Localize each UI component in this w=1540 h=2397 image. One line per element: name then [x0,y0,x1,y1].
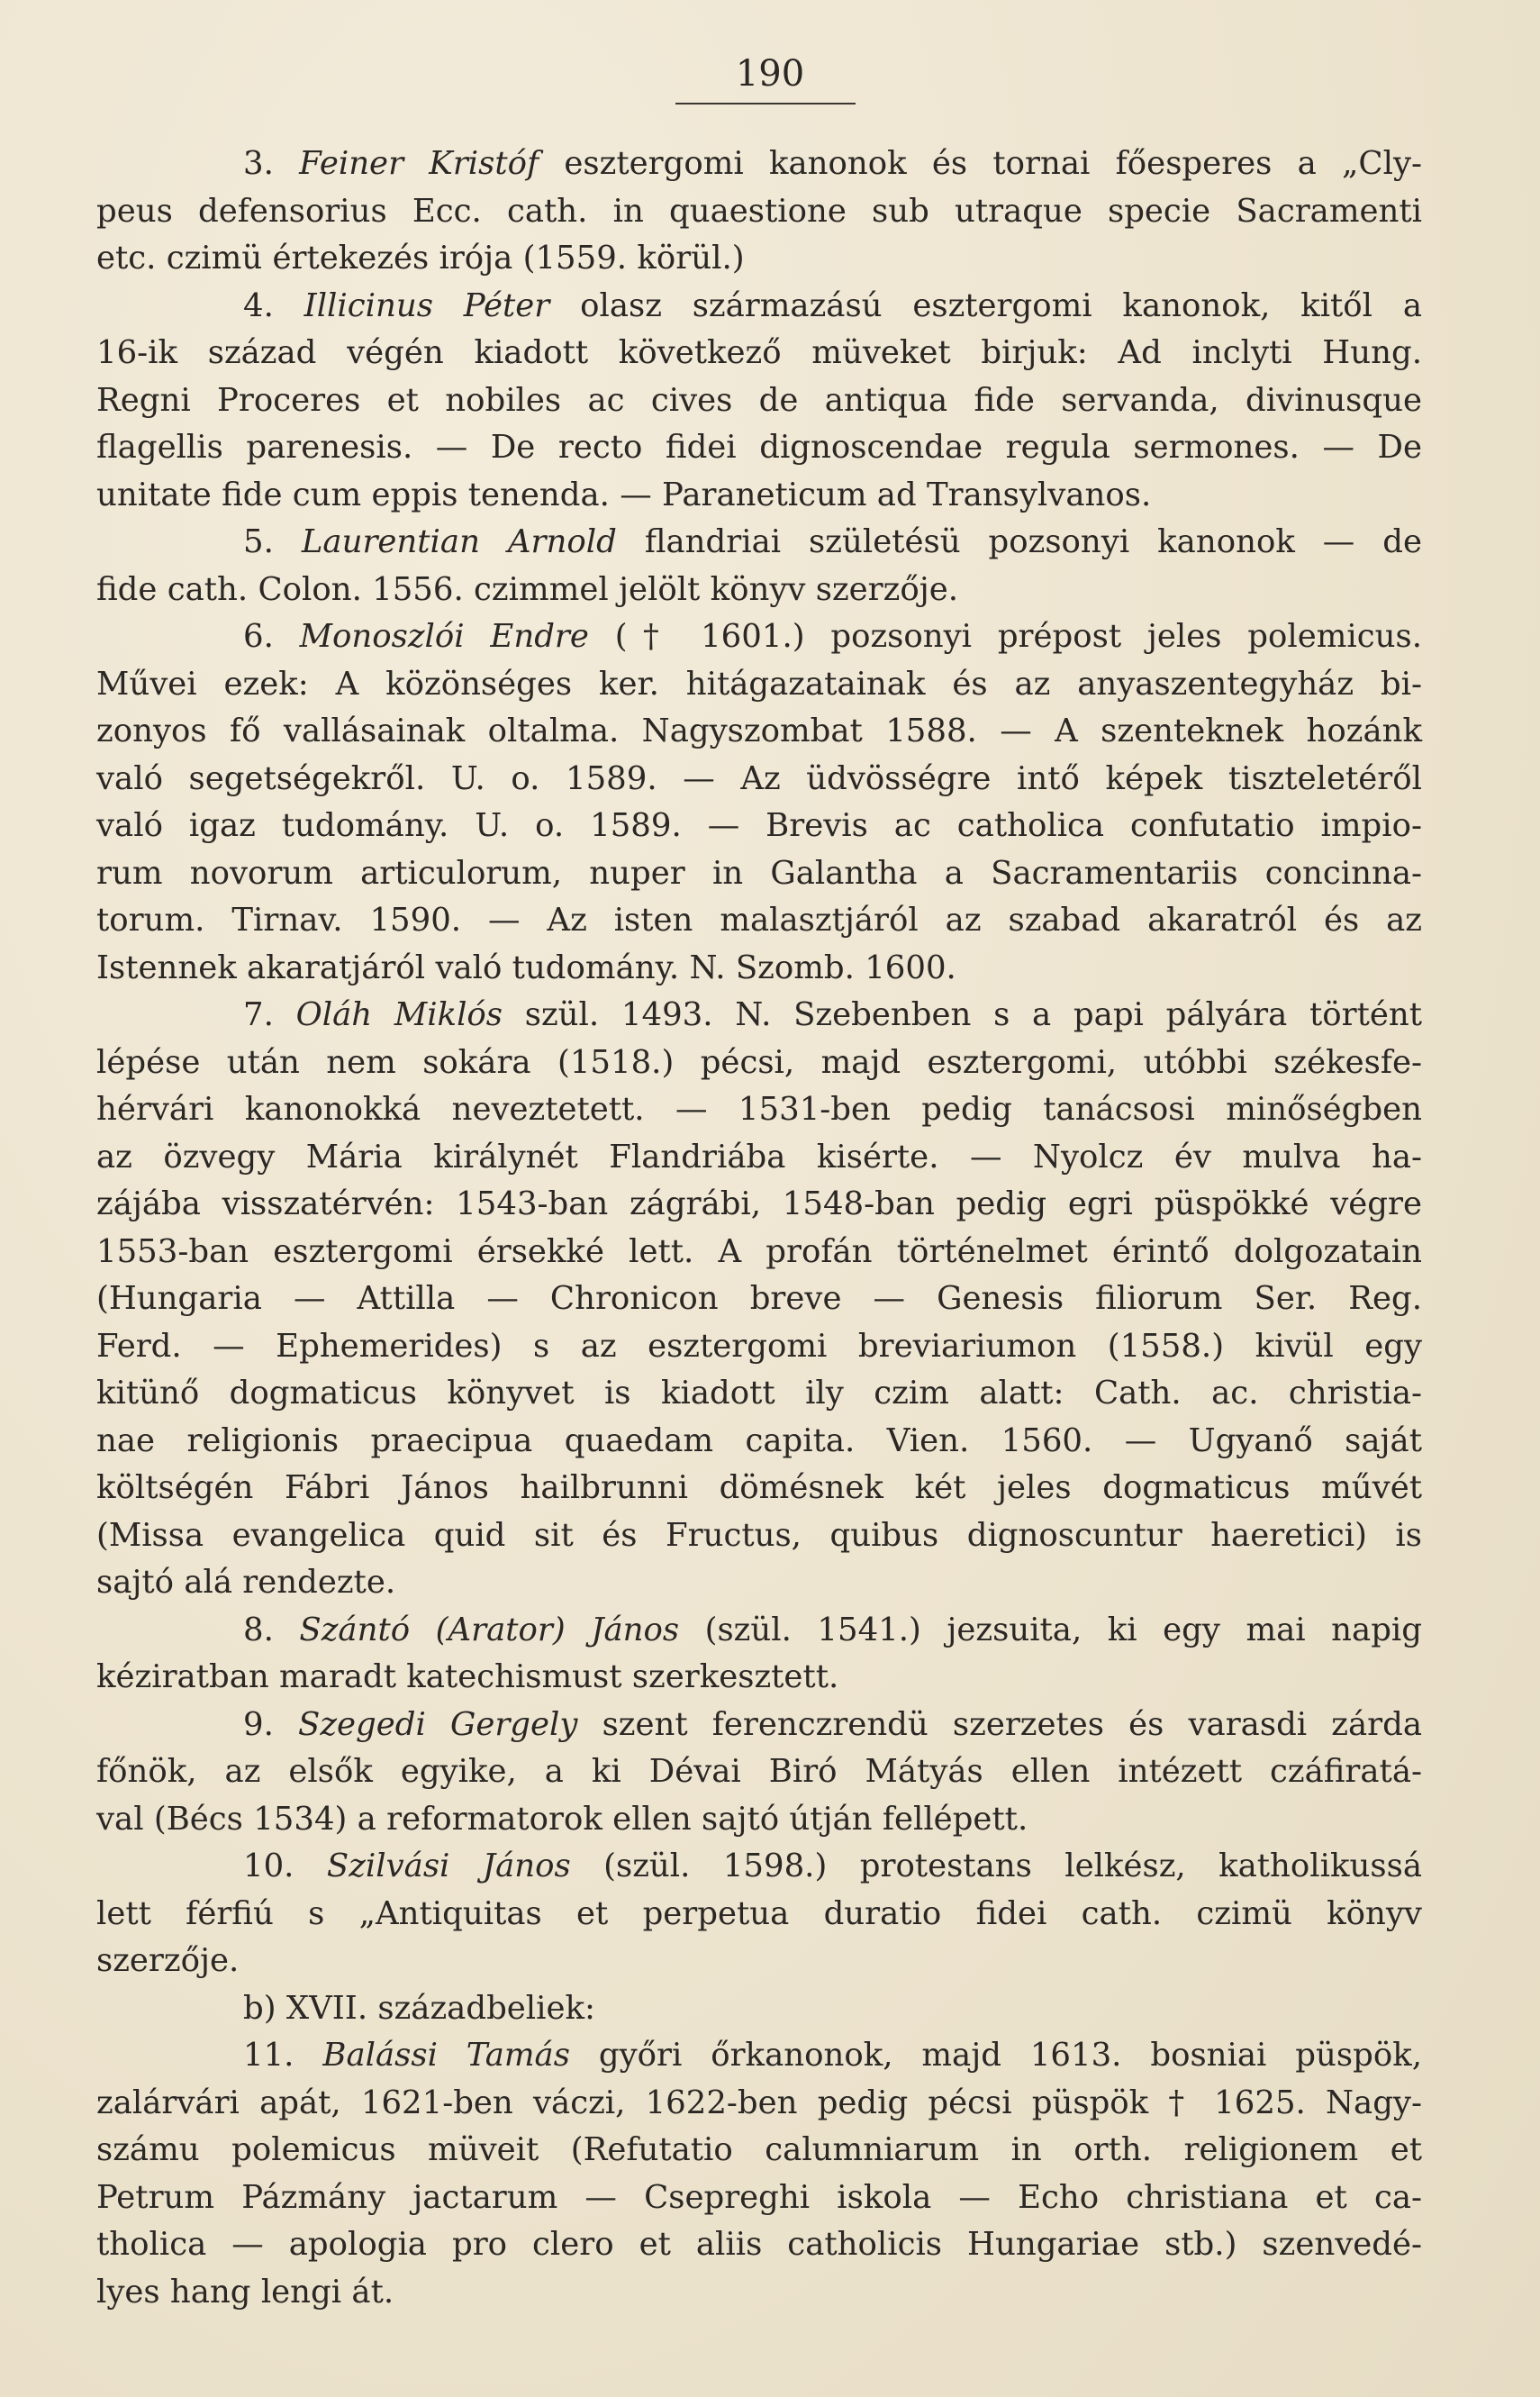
text-line [96,945,1422,993]
text-line [96,1702,1422,1749]
text-line [96,1323,1422,1371]
text-line [96,661,1422,709]
line-text: nae religionis praecipua quaedam capita. Vien. 1560. — Ugyanő saját [96,1421,1422,1459]
line-text: 1553-ban esztergomi érsekké lett. A profán történelmet érintő dolgozatain [96,1232,1422,1270]
text-line [96,519,1422,567]
text-line [96,472,1422,520]
line-text: (Hungaria — Attilla — Chronicon breve — Genesis filiorum Ser. Reg. [96,1280,1422,1317]
text-line [96,1370,1422,1418]
text-line [96,235,1422,283]
line-text-rest: flandriai születésü pozsonyi kanonok — de [616,523,1422,560]
text-line [96,1748,1422,1796]
line-text: lett férfiú s „Antiquitas et perpetua duratio fidei cath. czimü könyv [96,1894,1422,1932]
line-text: Művei ezek: A közönséges ker. hitágazatainak és az anyaszentegyház bi- [96,665,1422,703]
line-text: zonyos fő vallásainak oltalma. Nagyszombat 1588. — A szenteknek hozánk [96,713,1422,749]
author-name: Szántó (Arator) János [299,1611,680,1648]
text-line [96,2080,1422,2128]
text-line [96,1985,1422,2033]
line-text: zájába visszatérvén: 1543-ban zágrábi, 1548-ban pedig egri püspökké végre [96,1185,1422,1222]
line-text: számu polemicus müveit (Refutatio calumniarum in orth. religionem et [96,2131,1422,2168]
author-name: Oláh Miklós [295,996,503,1033]
text-line [96,2221,1422,2269]
text-line [96,1276,1422,1323]
text-line [96,1654,1422,1702]
line-text-rest: († 1601.) pozsonyi prépost jeles polemicus. [588,618,1422,655]
text-line [96,1938,1422,1985]
line-text: szerzője. [96,1942,240,1979]
line-text: Ferd. — Ephemerides) s az esztergomi breviariumon (1558.) kivül egy [96,1327,1422,1365]
author-name: Laurentian Arnold [301,523,617,560]
line-text: val (Bécs 1534) a reformatorok ellen sajtó útján fellépett. [96,1800,1028,1838]
text-line [96,1465,1422,1512]
text-line [96,1559,1422,1607]
text-line [96,850,1422,898]
line-text: Regni Proceres et nobiles ac cives de antiqua fide servanda, divinusque [96,381,1422,419]
text-line [96,1796,1422,1844]
text-line [96,2127,1422,2175]
text-line [96,1512,1422,1560]
text-line [96,708,1422,756]
line-text: Petrum Pázmány jactarum — Csepreghi iskola — Echo christiana et ca- [96,2178,1422,2216]
line-text: 4. [243,286,304,324]
text-line [96,283,1422,331]
text-line [96,897,1422,945]
text-line [96,141,1422,188]
line-text: kéziratban maradt katechismust szerkesztett. [96,1658,839,1695]
text-line [96,2032,1422,2080]
text-line [96,1891,1422,1938]
line-text: 3. [243,145,300,182]
line-text: etc. czimü értekezés irója (1559. körül.) [96,240,745,277]
text-line [96,803,1422,850]
line-text: 5. [243,523,302,560]
author-name: Monoszlói Endre [299,618,589,655]
text-line [96,756,1422,804]
author-name: Balássi Tamás [322,2037,570,2074]
line-text-rest: győri őrkanonok, majd 1613. bosniai püspök, [569,2037,1422,2074]
line-text-rest: esztergomi kanonok és tornai főesperes a „Cly- [539,145,1422,182]
line-text: 16-ik század végén kiadott következő müveket birjuk: Ad inclyti Hung. [96,334,1422,371]
header-rule [675,103,856,104]
author-name: Illicinus Péter [303,286,550,324]
line-text: 8. [243,1611,300,1648]
text-line [96,1181,1422,1229]
line-text: flagellis parenesis. — De recto fidei dignoscendae regula sermones. — De [96,429,1422,466]
text-line [96,567,1422,614]
line-text: lyes hang lengi át. [96,2273,394,2311]
line-text: tholica — apologia pro clero et aliis catholicis Hungariae stb.) szenvedé- [96,2226,1422,2263]
line-text: 10. [243,1848,327,1884]
line-text: b) XVII. századbeliek: [243,1989,595,2027]
text-line [96,1134,1422,1182]
line-text: Istennek akaratjáról való tudomány. N. Szomb. 1600. [96,949,956,986]
line-text: való igaz tudomány. U. o. 1589. — Brevis ac catholica confutatio impio- [96,807,1422,844]
text-line [96,424,1422,472]
line-text: sajtó alá rendezte. [96,1564,396,1601]
line-text-rest: (szül. 1598.) protestans lelkész, katholikussá [570,1848,1422,1884]
line-text: 7. [243,996,296,1033]
line-text: 11. [243,2037,323,2074]
line-text: (Missa evangelica quid sit és Fructus, quibus dignoscuntur haeretici) is [96,1516,1422,1554]
line-text: zalárvári apát, 1621-ben váczi, 1622-ben pedig pécsi püspök † 1625. Nagy- [96,2084,1422,2121]
text-line [96,1607,1422,1655]
line-text-rest: (szül. 1541.) jezsuita, ki egy mai napig [679,1611,1423,1648]
author-name: Szegedi Gergely [298,1705,578,1743]
line-text-rest: szent ferenczrendü szerzetes és varasdi zárda [577,1705,1422,1743]
text-line [96,1040,1422,1087]
line-text: való segetségekről. U. o. 1589. — Az üdvösségre intő képek tiszteletéről [96,759,1422,797]
text-line [96,1086,1422,1134]
line-text: költségén Fábri János hailbrunni dömésnek két jeles dogmaticus művét [96,1469,1422,1506]
line-text: főnök, az elsők egyike, a ki Dévai Biró Mátyás ellen intézett czáfiratá- [96,1753,1422,1790]
page-number: 190 [735,53,805,95]
text-line [96,613,1422,661]
text-line [96,2175,1422,2222]
line-text: az özvegy Mária királynét Flandriába kisérte. — Nyolcz év mulva ha- [96,1138,1422,1176]
line-text: lépése után nem sokára (1518.) pécsi, majd esztergomi, utóbbi székesfe- [96,1043,1422,1081]
line-text: rum novorum articulorum, nuper in Galantha a Sacramentariis concinna- [96,854,1422,892]
line-text: kitünő dogmaticus könyvet is kiadott ily czim alatt: Cath. ac. christia- [96,1375,1422,1412]
text-line [96,188,1422,236]
line-text-rest: olasz származású esztergomi kanonok, kitől a [549,286,1422,324]
text-line [96,1843,1422,1891]
line-text: unitate fide cum eppis tenenda. — Paraneticum ad Transylvanos. [96,476,1152,513]
body-text [96,141,1422,2316]
line-text: torum. Tirnav. 1590. — Az isten malasztjáról az szabad akaratról és az [96,902,1422,939]
author-name: Szilvási János [326,1848,571,1884]
line-text: 9. [243,1705,298,1743]
line-text: hérvári kanonokká neveztetett. — 1531-ben pedig tanácsosi minőségben [96,1091,1422,1128]
text-line [96,377,1422,425]
line-text: peus defensorius Ecc. cath. in quaestione sub utraque specie Sacramenti [96,192,1422,230]
text-line [96,992,1422,1040]
text-line [96,1229,1422,1276]
line-text-rest: szül. 1493. N. Szebenben s a papi pályára történt [503,996,1422,1033]
author-name: Feiner Kristóf [299,145,539,182]
line-text: 6. [243,618,300,655]
text-line [96,330,1422,377]
text-line [96,1418,1422,1466]
text-line [96,2269,1422,2317]
line-text: fide cath. Colon. 1556. czimmel jelölt könyv szerzője. [96,570,959,608]
